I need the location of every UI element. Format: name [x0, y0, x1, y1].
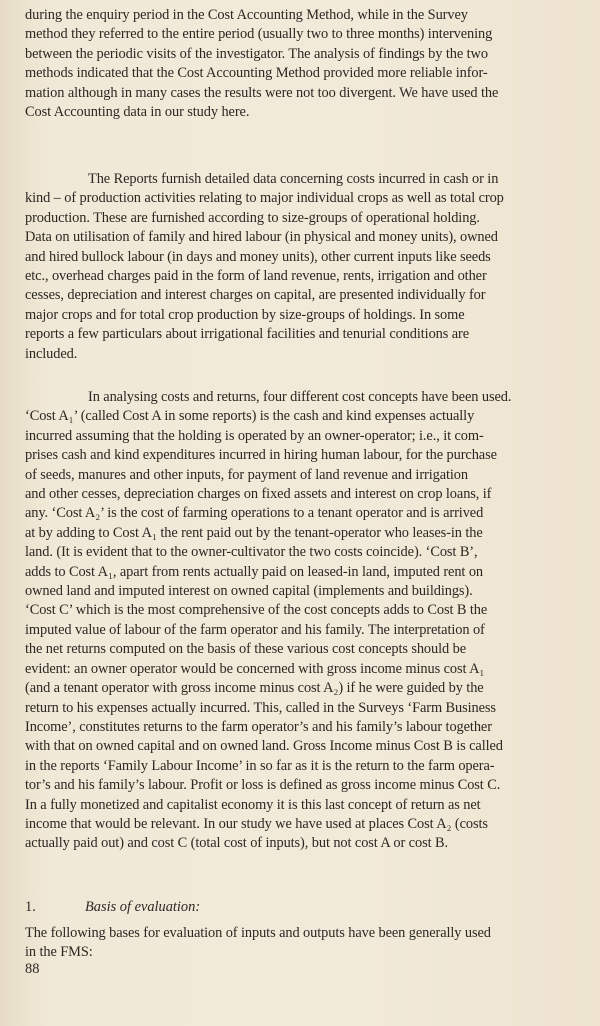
text-line: between the periodic visits of the investigator. The analysis of findings by the two [25, 45, 488, 62]
text-line: in the reports ‘Family Labour Income’ in so far as it is the return to the farm opera- [25, 757, 495, 774]
text-line: adds to Cost A₁, apart from rents actually paid on leased-in land, imputed rent on [25, 563, 484, 580]
text-line: Data on utilisation of family and hired labour (in physical and money units), owned [25, 229, 498, 246]
text-line: The Reports furnish detailed data concerning costs incurred in cash or in [88, 171, 499, 187]
text-line: actually paid out) and cost C (total cost of inputs), but not cost A or cost B. [25, 835, 448, 852]
text-line: land. (It is evident that to the owner-cultivator the two costs coincide). ‘Cost B’, [25, 544, 478, 561]
text-line: and other cesses, depreciation charges on fixed assets and interest on crop loans, if [25, 486, 492, 503]
text-line: ‘Cost A₁’ (called Cost A in some reports) is the cash and kind expenses actually [25, 408, 475, 425]
text-line: incurred assuming that the holding is operated by an owner-operator; i.e., it com- [25, 427, 484, 444]
text-line: production. These are furnished according to size-groups of operational holding. [25, 209, 480, 226]
text-line: owned land and imputed interest on owned capital (implements and buildings). [25, 583, 473, 600]
text-line: kind – of production activities relating to major individual crops as well as total crop [25, 190, 504, 207]
text-line: in the FMS: [25, 944, 93, 961]
text-line: income that would be relevant. In our study we have used at places Cost A₂ (costs [25, 815, 488, 832]
text-line: during the enquiry period in the Cost Accounting Method, while in the Survey [25, 7, 468, 23]
text-line: at by adding to Cost A₁ the rent paid out by the tenant-operator who leases-in the [25, 524, 483, 541]
paragraph-bases [25, 924, 587, 963]
text-line: (and a tenant operator with gross income minus cost A₂) if he were guided by the [25, 680, 484, 697]
text-line: of seeds, manures and other inputs, for payment of land revenue and irrigation [25, 466, 468, 483]
section-number: 1. [25, 899, 36, 915]
text-line: prises cash and kind expenditures incurred in hiring human labour, for the purchase [25, 447, 497, 464]
text-line: ‘Cost C’ which is the most comprehensive of the cost concepts adds to Cost B the [25, 602, 488, 619]
text-line: major crops and for total crop production by size-groups of holdings. In some [25, 306, 465, 323]
text-line: mation although in many cases the results were not too divergent. We have used the [25, 84, 499, 101]
text-line: evident: an owner operator would be concerned with gross income minus cost A₁ [25, 660, 485, 677]
text-line: cesses, depreciation and interest charges on capital, are presented individually for [25, 287, 486, 304]
text-line: imputed value of labour of the farm operator and his family. The interpretation of [25, 621, 485, 638]
text-line: and hired bullock labour (in days and money units), other current inputs like seeds [25, 248, 491, 265]
text-line: return to his expenses actually incurred. This, called in the Surveys ‘Farm Business [25, 699, 496, 716]
text-line: Cost Accounting data in our study here. [25, 104, 250, 121]
text-line: etc., overhead charges paid in the form of land revenue, rents, irrigation and other [25, 268, 487, 285]
paragraph-reports [25, 170, 587, 364]
text-line: with that on owned capital and on owned land. Gross Income minus Cost B is called [25, 738, 503, 755]
paragraph-cost-concepts [25, 388, 587, 854]
text-line: reports a few particulars about irrigational facilities and tenurial conditions are [25, 326, 470, 343]
text-line: method they referred to the entire period (usually two to three months) intervening [25, 26, 493, 43]
paragraph-survey-methods [25, 6, 587, 122]
text-line: In analysing costs and returns, four different cost concepts have been used. [88, 389, 512, 405]
text-line: the net returns computed on the basis of these various cost concepts should be [25, 641, 467, 658]
section-title: Basis of evaluation: [85, 899, 201, 915]
page-number: 88 [25, 961, 40, 977]
section-heading [25, 898, 200, 917]
text-line: The following bases for evaluation of inputs and outputs have been generally used [25, 925, 491, 941]
text-line: included. [25, 345, 78, 362]
text-line: tor’s and his family’s labour. Profit or loss is defined as gross income minus Cost C. [25, 777, 501, 794]
text-line: Income’, constitutes returns to the farm operator’s and his family’s labour together [25, 718, 492, 735]
text-line: In a fully monetized and capitalist economy it is this last concept of return as net [25, 796, 481, 813]
text-line: any. ‘Cost A₂’ is the cost of farming operations to a tenant operator and is arrived [25, 505, 484, 522]
text-line: methods indicated that the Cost Accounting Method provided more reliable infor- [25, 65, 488, 82]
